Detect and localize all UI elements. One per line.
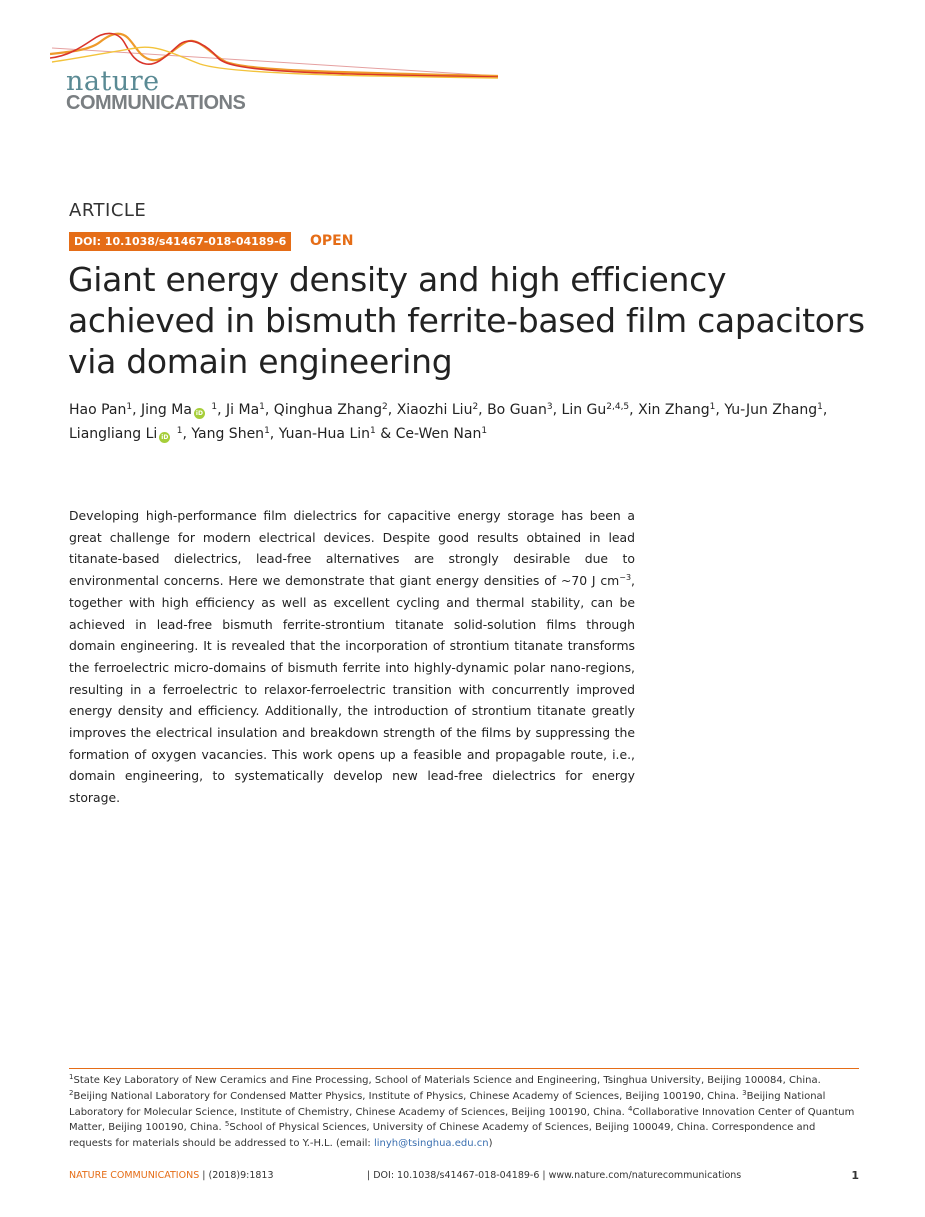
- author-affiliation-marker: 2: [382, 402, 388, 412]
- affiliation-number: 1: [69, 1073, 74, 1081]
- author: [638, 402, 715, 418]
- footer-citation: | (2018)9:1813: [202, 1170, 274, 1181]
- author-name[interactable]: Ji Ma: [226, 402, 260, 418]
- article-title: Giant energy density and high efficiency achieved in bismuth ferrite-based film capacitors via domain engineering: [68, 260, 865, 381]
- author-name[interactable]: Hao Pan: [69, 402, 127, 418]
- author-separator: ,: [715, 402, 725, 418]
- affiliation-text: School of Physical Sciences, University of Chinese Academy of Sciences, Beijing 100049, China.: [229, 1122, 709, 1134]
- author: [279, 426, 376, 442]
- abstract: [69, 505, 635, 809]
- page-footer: [69, 1168, 859, 1184]
- affiliation-text: Beijing National Laboratory for Molecular Science, Institute of Chemistry, Chinese Academy of Sciences, Beijing 100190, China.: [69, 1090, 826, 1118]
- author-separator: ,: [132, 402, 142, 418]
- author-affiliation-marker: 1: [176, 426, 183, 436]
- logo-wordmark-communications: COMMUNICATIONS: [66, 92, 246, 114]
- author: [141, 402, 217, 418]
- author: [274, 402, 388, 418]
- footnote-divider: [69, 1068, 859, 1069]
- author-affiliation-marker: 1: [259, 402, 265, 412]
- affiliation-text: Beijing National Laboratory for Condensed Matter Physics, Institute of Physics, Chinese Academy of Sciences, Beijing 100190, China.: [73, 1090, 739, 1102]
- logo-wordmark-nature: nature: [66, 66, 160, 97]
- affiliation-number: 5: [224, 1120, 230, 1129]
- author: [724, 402, 823, 418]
- correspondence-text: Correspondence and requests for materials should be addressed to Y.-H.L. (email:: [69, 1122, 816, 1150]
- author-affiliation-marker: 1: [709, 402, 716, 412]
- author: [191, 426, 269, 442]
- author: [397, 402, 478, 418]
- open-access-label: OPEN: [310, 233, 354, 249]
- doi-badge[interactable]: DOI: 10.1038/s41467-018-04189-6: [69, 232, 291, 251]
- author-name[interactable]: Yuan-Hua Lin: [278, 426, 371, 442]
- author-name[interactable]: Yang Shen: [191, 426, 265, 442]
- author-separator: &: [375, 426, 396, 442]
- affiliation-text: Collaborative Innovation Center of Quantum Matter, Beijing 100190, China.: [69, 1106, 855, 1134]
- author-separator: ,: [478, 402, 488, 418]
- affiliation-text: State Key Laboratory of New Ceramics and Fine Processing, School of Materials Science and Engineering, Tsinghua University, Beijing 100084, China.: [73, 1075, 821, 1086]
- author-affiliation-marker: 2,4,5: [606, 402, 630, 412]
- author-name[interactable]: Bo Guan: [487, 402, 547, 418]
- abstract-unit-exponent: −3: [619, 573, 632, 583]
- author-name[interactable]: Liangliang Li: [69, 426, 158, 442]
- correspondence-email-link[interactable]: linyh@tsinghua.edu.cn: [373, 1138, 489, 1150]
- author-separator: ,: [269, 426, 279, 442]
- page-number: 1: [851, 1169, 859, 1182]
- author-affiliation-marker: 1: [481, 426, 488, 436]
- author-affiliation-marker: 1: [817, 402, 823, 412]
- author-separator: ,: [387, 402, 397, 418]
- affiliation-number: 3: [742, 1088, 747, 1097]
- affiliation-number: 2: [69, 1088, 74, 1097]
- affiliation-number: 4: [628, 1104, 633, 1113]
- author-separator: ,: [217, 402, 227, 418]
- author-name[interactable]: Xin Zhang: [638, 402, 710, 418]
- author: [69, 426, 182, 442]
- author-affiliation-marker: 1: [211, 402, 218, 412]
- author-name[interactable]: Ce-Wen Nan: [395, 426, 482, 442]
- author-separator: ,: [552, 402, 562, 418]
- author-affiliation-marker: 3: [546, 402, 553, 412]
- abstract-text-part2: , together with high efficiency as well as excellent cycling and thermal stability, can be achieved in lead-free bismuth ferrite-strontium titanate solid-solution films through domain engineering. It is revealed that the incorporation of strontium titanate transforms the ferroelectric micro-domains of bismuth ferrite into highly-dynamic polar nano-regions, resulting in a ferroelectric to relaxor-ferroelectric transition with concurrently improved energy density and efficiency. Additionally, the introduction of strontium titanate greatly improves the electrical insulation and breakdown strength of the films by suppressing the formation of oxygen vacancies. This work opens up a feasible and propagable route, i.e., domain engineering, to systematically develop new lead-free dielectrics for energy storage.: [69, 573, 635, 806]
- author-affiliation-marker: 1: [126, 402, 133, 412]
- author-name[interactable]: Qinghua Zhang: [273, 402, 383, 418]
- author: [487, 402, 553, 418]
- author-name[interactable]: Jing Ma: [141, 402, 192, 418]
- author: [396, 426, 488, 442]
- author-name[interactable]: Xiaozhi Liu: [396, 402, 473, 418]
- journal-logo: [50, 28, 510, 118]
- author-name[interactable]: Lin Gu: [561, 402, 607, 418]
- author-separator: ,: [264, 402, 274, 418]
- author-name[interactable]: Yu-Jun Zhang: [724, 402, 818, 418]
- author-affiliation-marker: 1: [370, 426, 376, 436]
- author-separator: ,: [629, 402, 639, 418]
- affiliations: [69, 1073, 861, 1152]
- author-affiliation-marker: 1: [264, 426, 270, 436]
- author-affiliation-marker: 2: [472, 402, 479, 412]
- author: [562, 402, 630, 418]
- author: [69, 402, 132, 418]
- correspondence-close: ): [488, 1138, 493, 1150]
- orcid-icon[interactable]: iD: [195, 410, 203, 417]
- author-list: [69, 398, 869, 446]
- footer-doi-url[interactable]: | DOI: 10.1038/s41467-018-04189-6 | www.nature.com/naturecommunications: [367, 1170, 742, 1181]
- abstract-text-part1: Developing high-performance film dielectrics for capacitive energy storage has been a great challenge for modern electrical devices. Despite good results obtained in lead titanate-based dielectrics, lead-free alternatives are strongly desirable due to environmental concerns. Here we demonstrate that giant energy densities of ~70 J cm: [69, 508, 635, 589]
- article-type-label: ARTICLE: [69, 200, 147, 221]
- author-separator: ,: [182, 426, 192, 442]
- orcid-icon[interactable]: iD: [161, 434, 169, 441]
- author: [226, 402, 265, 418]
- footer-journal-name: NATURE COMMUNICATIONS: [69, 1170, 200, 1181]
- author-separator: ,: [822, 402, 828, 418]
